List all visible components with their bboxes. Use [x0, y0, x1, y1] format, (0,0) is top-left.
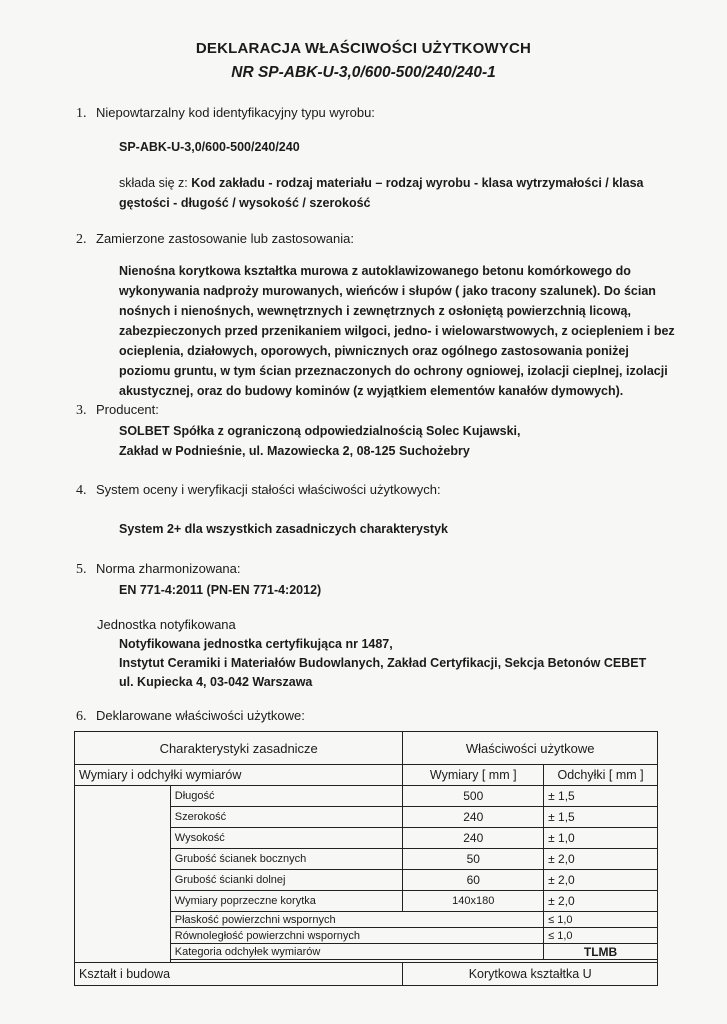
section-number: 5.	[76, 562, 87, 577]
section-number: 4.	[76, 483, 87, 498]
code-structure-prefix: składa się z:	[119, 176, 192, 190]
section-3-heading	[76, 402, 159, 419]
header-dimensions: Wymiary [ mm ]	[403, 765, 544, 786]
row-value: 500	[403, 786, 544, 807]
header-characteristics: Charakterystyki zasadnicze	[75, 732, 403, 765]
shape-row	[75, 963, 658, 986]
table-header-row	[75, 732, 658, 765]
row-name: Grubość ścianek bocznych	[170, 849, 403, 870]
notified-body-line-1: Notyfikowana jednostka certyfikująca nr 1487,	[119, 637, 393, 651]
row-deviation: ≤ 1,0	[544, 912, 658, 928]
section-number: 6.	[76, 709, 87, 724]
code-structure	[119, 173, 664, 213]
row-value: 60	[403, 870, 544, 891]
table-row	[75, 786, 658, 807]
performance-table	[74, 731, 658, 986]
section-title: Niepowtarzalny kod identyfikacyjny typu wyrobu:	[96, 105, 375, 120]
section-title: Producent:	[96, 402, 159, 417]
row-deviation: TLMB	[544, 944, 658, 960]
table-subheader-row	[75, 765, 658, 786]
harmonised-standard: EN 771-4:2011 (PN-EN 771-4:2012)	[119, 583, 322, 597]
section-6-heading	[76, 708, 305, 725]
section-4-heading	[76, 482, 441, 499]
group-spacer-cell	[75, 786, 171, 963]
row-deviation: ± 1,5	[544, 786, 658, 807]
section-title: Zamierzone zastosowanie lub zastosowania:	[96, 231, 354, 246]
manufacturer-line-2: Zakład w Podnieśnie, ul. Mazowiecka 2, 08-125 Suchożebry	[119, 444, 470, 458]
document-title: DEKLARACJA WŁAŚCIWOŚCI UŻYTKOWYCH	[195, 40, 532, 57]
header-deviations: Odchyłki [ mm ]	[544, 765, 658, 786]
section-number: 1.	[76, 106, 87, 121]
document-number: NR SP-ABK-U-3,0/600-500/240/240-1	[231, 64, 496, 81]
row-value: 240	[403, 807, 544, 828]
intended-use-text: Nienośna korytkowa kształtka murowa z autoklawizowanego betonu komórkowego do wykonywania nadproży murowanych, wieńców i słupów ( jako tracony szalunek). Do ścian nośnych i nienośnych, wewnętrznych i zewnętrznych z osłoniętą powierzchnią licową, zabezpieczonych przed przenikaniem wilgoci, jedno- i wielowarstwowych, z ociepleniem i bez ocieplenia, działowych, oporowych, piwnicznych oraz ogólnego zastosowania poniżej poziomu gruntu, w tym ścian przeznaczonych do ochrony ogniowej, izolacji cieplnej, izolacji akustycznej, oraz do budowy kominów (z wyjątkiem elementów kanałów dymowych).	[119, 264, 675, 398]
notified-body-line-3: ul. Kupiecka 4, 03-042 Warszawa	[119, 675, 313, 689]
code-structure-text: Kod zakładu - rodzaj materiału – rodzaj wyrobu - klasa wytrzymałości / klasa gęstości - długość / wysokość / szerokość	[119, 176, 644, 210]
row-deviation: ± 1,5	[544, 807, 658, 828]
row-name: Długość	[170, 786, 403, 807]
product-code: SP-ABK-U-3,0/600-500/240/240	[119, 140, 300, 154]
dimensions-group-label: Wymiary i odchyłki wymiarów	[75, 765, 403, 786]
row-deviation: ± 2,0	[544, 849, 658, 870]
shape-label: Kształt i budowa	[75, 963, 403, 986]
section-number: 2.	[76, 232, 87, 247]
header-performance: Właściwości użytkowe	[403, 732, 658, 765]
section-5-heading	[76, 561, 241, 578]
row-name: Płaskość powierzchni wspornych	[170, 912, 543, 928]
row-deviation: ± 2,0	[544, 870, 658, 891]
row-value: 140x180	[403, 891, 544, 912]
row-value: 50	[403, 849, 544, 870]
section-title: Deklarowane właściwości użytkowe:	[96, 708, 305, 723]
assessment-system: System 2+ dla wszystkich zasadniczych charakterystyk	[119, 522, 448, 536]
notified-body-label: Jednostka notyfikowana	[97, 617, 236, 632]
row-name: Równoległość powierzchni wspornych	[170, 928, 543, 944]
section-1-heading	[76, 105, 375, 122]
row-name: Grubość ścianki dolnej	[170, 870, 403, 891]
row-deviation: ± 1,0	[544, 828, 658, 849]
row-name: Wymiary poprzeczne korytka	[170, 891, 403, 912]
row-name: Wysokość	[170, 828, 403, 849]
shape-value: Korytkowa kształtka U	[403, 963, 658, 986]
section-title: System oceny i weryfikacji stałości właściwości użytkowych:	[96, 482, 441, 497]
notified-body-line-2: Instytut Ceramiki i Materiałów Budowlanych, Zakład Certyfikacji, Sekcja Betonów CEBET	[119, 656, 647, 670]
row-name: Kategoria odchyłek wymiarów	[170, 944, 543, 960]
row-deviation: ≤ 1,0	[544, 928, 658, 944]
row-value: 240	[403, 828, 544, 849]
section-title: Norma zharmonizowana:	[96, 561, 241, 576]
section-number: 3.	[76, 403, 87, 418]
manufacturer-line-1: SOLBET Spółka z ograniczoną odpowiedzialnością Solec Kujawski,	[119, 424, 521, 438]
row-name: Szerokość	[170, 807, 403, 828]
section-2-heading	[76, 231, 354, 248]
row-deviation: ± 2,0	[544, 891, 658, 912]
